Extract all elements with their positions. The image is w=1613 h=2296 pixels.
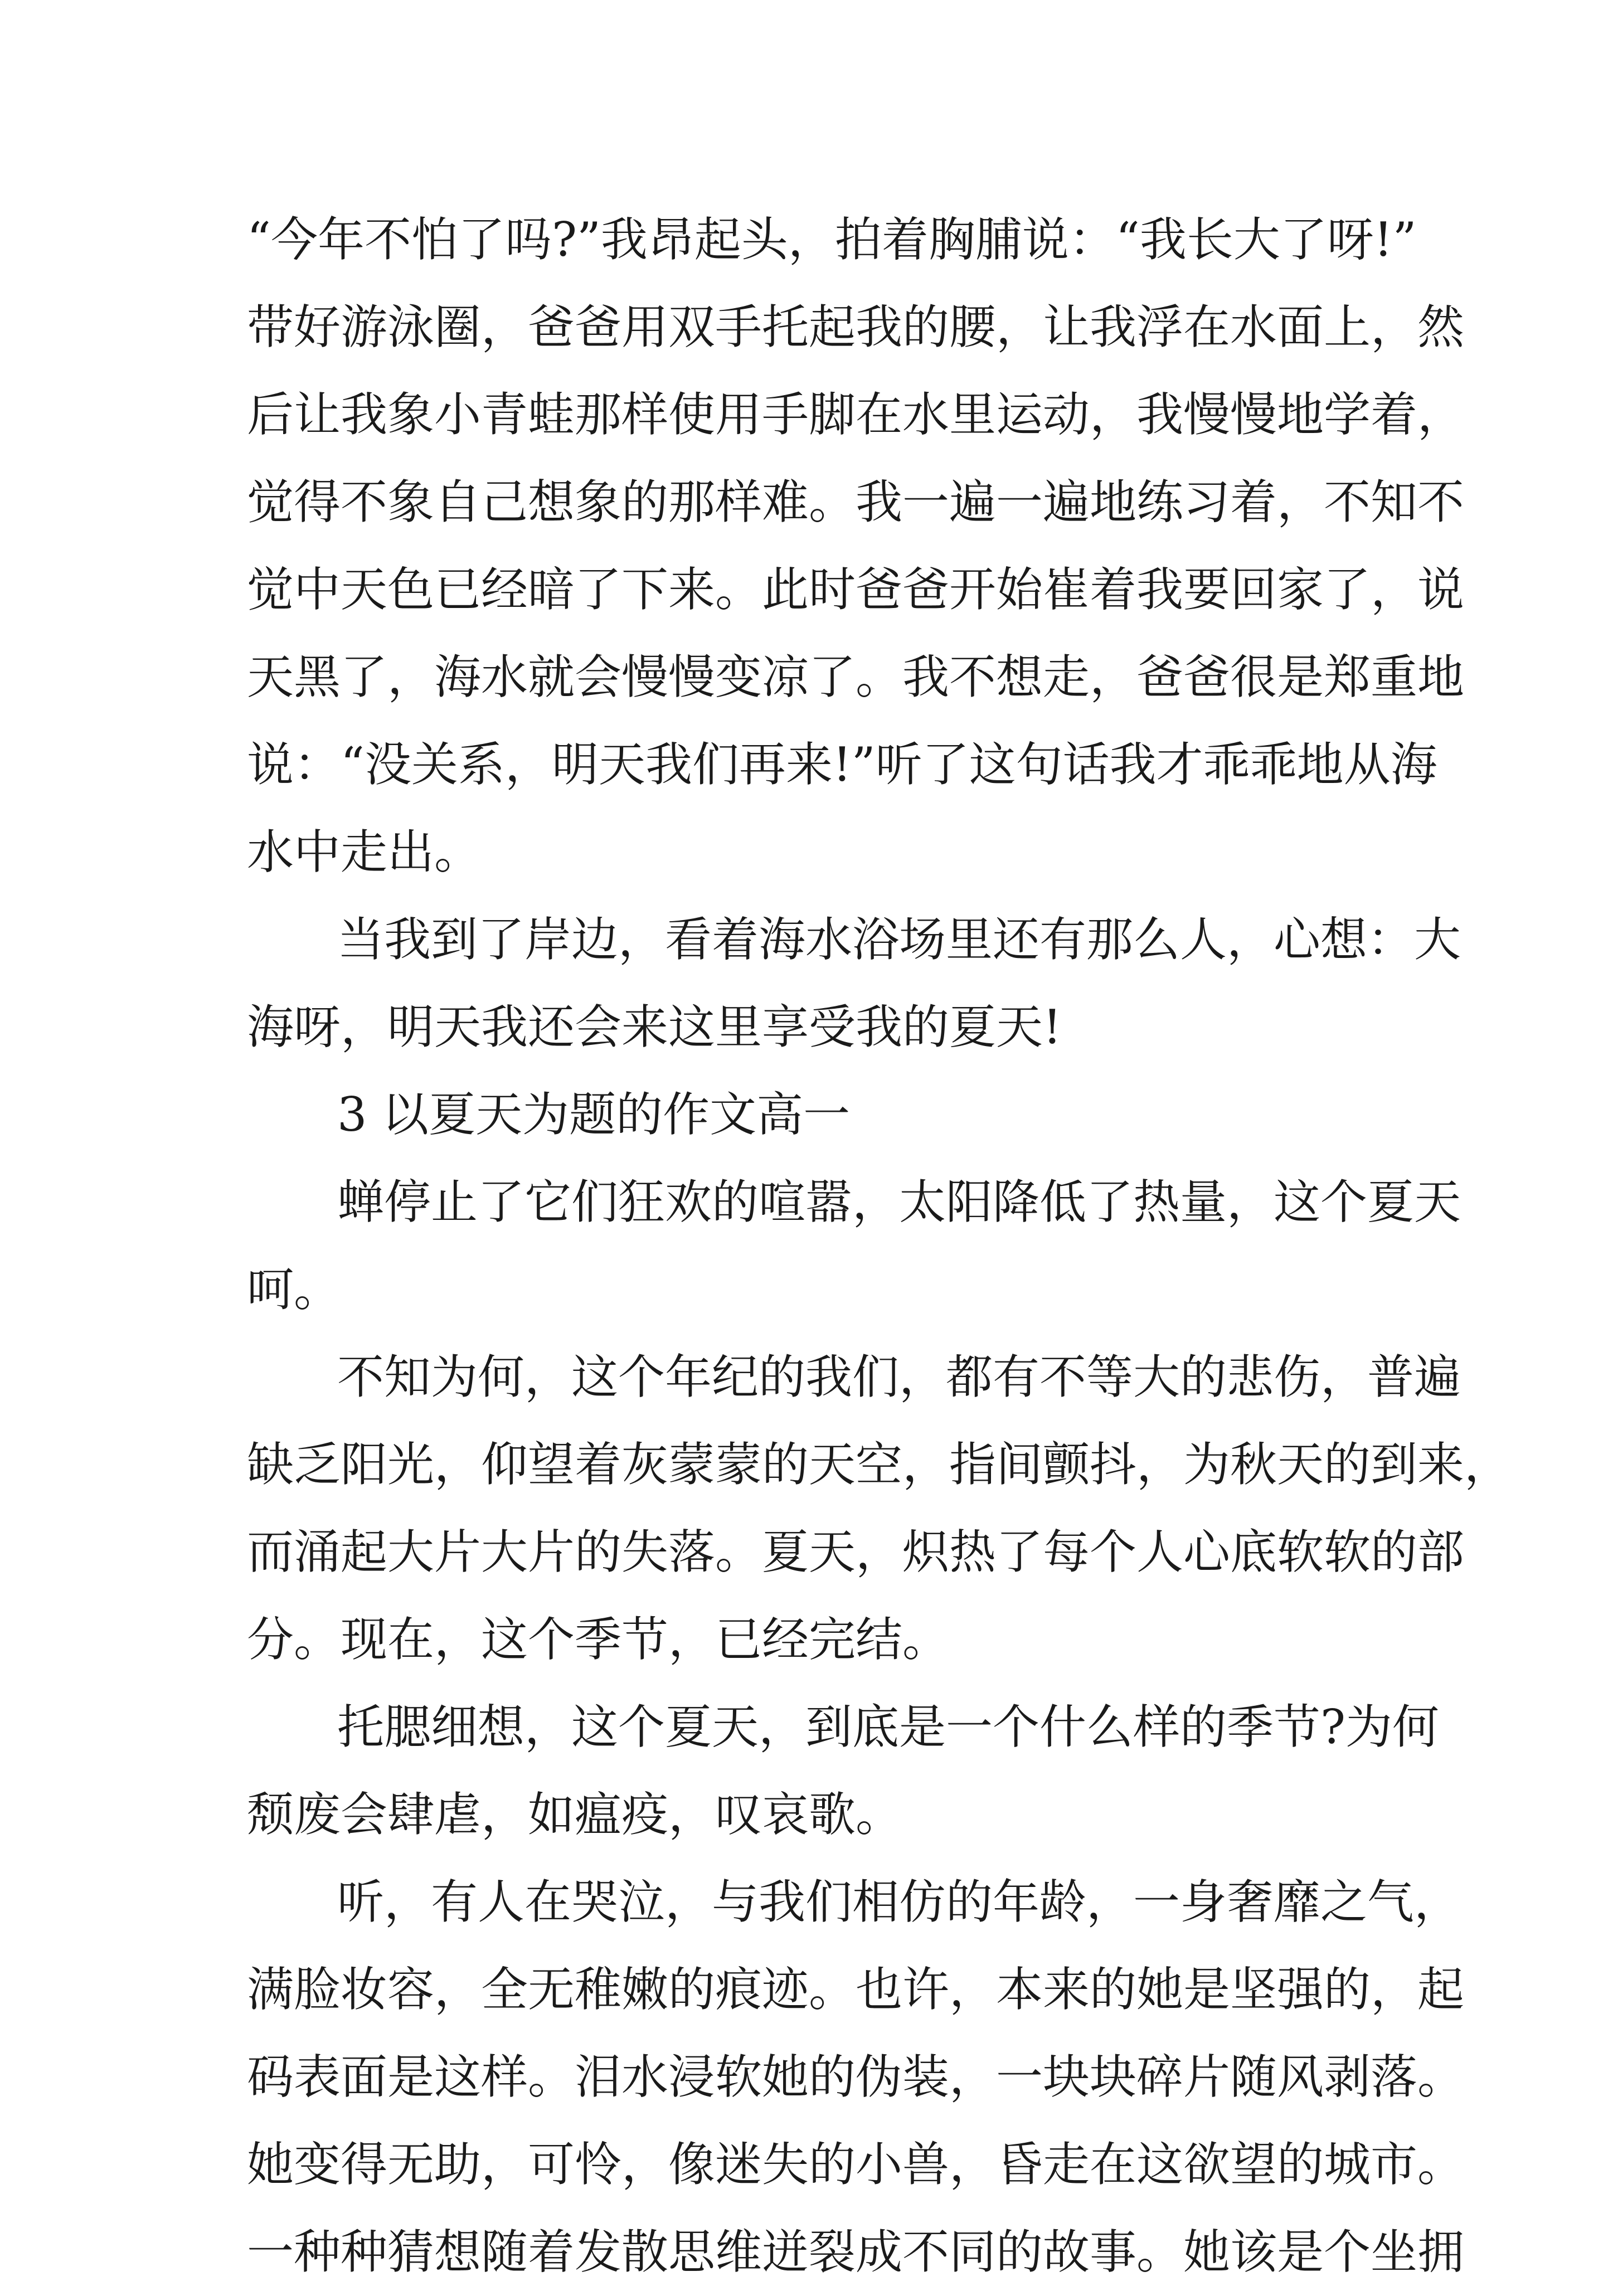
text-line: 分。现在，这个季节，已经完结。 <box>247 1612 950 1667</box>
text-line: 当我到了岸边，看着海水浴场里还有那么人，心想：大 <box>337 912 1461 967</box>
text-line: 而涌起大片大片的失落。夏天，炽热了每个人心底软软的部 <box>247 1525 1465 1579</box>
text-line: 听，有人在哭泣，与我们相仿的年龄，一身奢靡之气， <box>337 1875 1461 1929</box>
text-line: 天黑了，海水就会慢慢变凉了。我不想走，爸爸很是郑重地 <box>247 650 1465 704</box>
text-line: 码表面是这样。泪水浸软她的伪装，一块块碎片随风剥落。 <box>247 2050 1465 2104</box>
text-line: 带好游泳圈，爸爸用双手托起我的腰，让我浮在水面上，然 <box>247 300 1465 354</box>
text-line: 缺乏阳光，仰望着灰蒙蒙的天空，指间颤抖，为秋天的到来， <box>247 1437 1512 1492</box>
text-line: 蝉停止了它们狂欢的喧嚣，太阳降低了热量，这个夏天 <box>337 1175 1461 1229</box>
text-line: 觉中天色已经暗了下来。此时爸爸开始崔着我要回家了，说 <box>247 562 1465 617</box>
text-line: 海呀，明天我还会来这里享受我的夏天! <box>247 1000 1062 1054</box>
section-heading: 3 以夏天为题的作文高一 <box>337 1087 851 1142</box>
text-line: “今年不怕了吗?”我昂起头，拍着胸脯说：“我长大了呀!” <box>247 212 1417 267</box>
text-line: 后让我象小青蛙那样使用手脚在水里运动，我慢慢地学着， <box>247 387 1465 442</box>
text-line: 托腮细想，这个夏天，到底是一个什么样的季节?为何 <box>337 1700 1440 1754</box>
text-line: 说：“没关系，明天我们再来!”听了这句话我才乖乖地从海 <box>247 737 1437 792</box>
text-line: 满脸妆容，全无稚嫩的痕迹。也许，本来的她是坚强的，起 <box>247 1962 1465 2017</box>
text-line: 呵。 <box>247 1262 341 1317</box>
text-line: 一种种猜想随着发散思维迸裂成不同的故事。她该是个坐拥 <box>247 2225 1465 2279</box>
document-body <box>247 196 1512 2296</box>
text-line: 觉得不象自己想象的那样难。我一遍一遍地练习着，不知不 <box>247 475 1465 529</box>
text-line: 水中走出。 <box>247 825 482 879</box>
text-line: 她变得无助，可怜，像迷失的小兽，昏走在这欲望的城市。 <box>247 2137 1465 2192</box>
text-line: 颓废会肆虐，如瘟疫，叹哀歌。 <box>247 1787 903 1842</box>
text-line: 不知为何，这个年纪的我们，都有不等大的悲伤，普遍 <box>337 1350 1461 1404</box>
